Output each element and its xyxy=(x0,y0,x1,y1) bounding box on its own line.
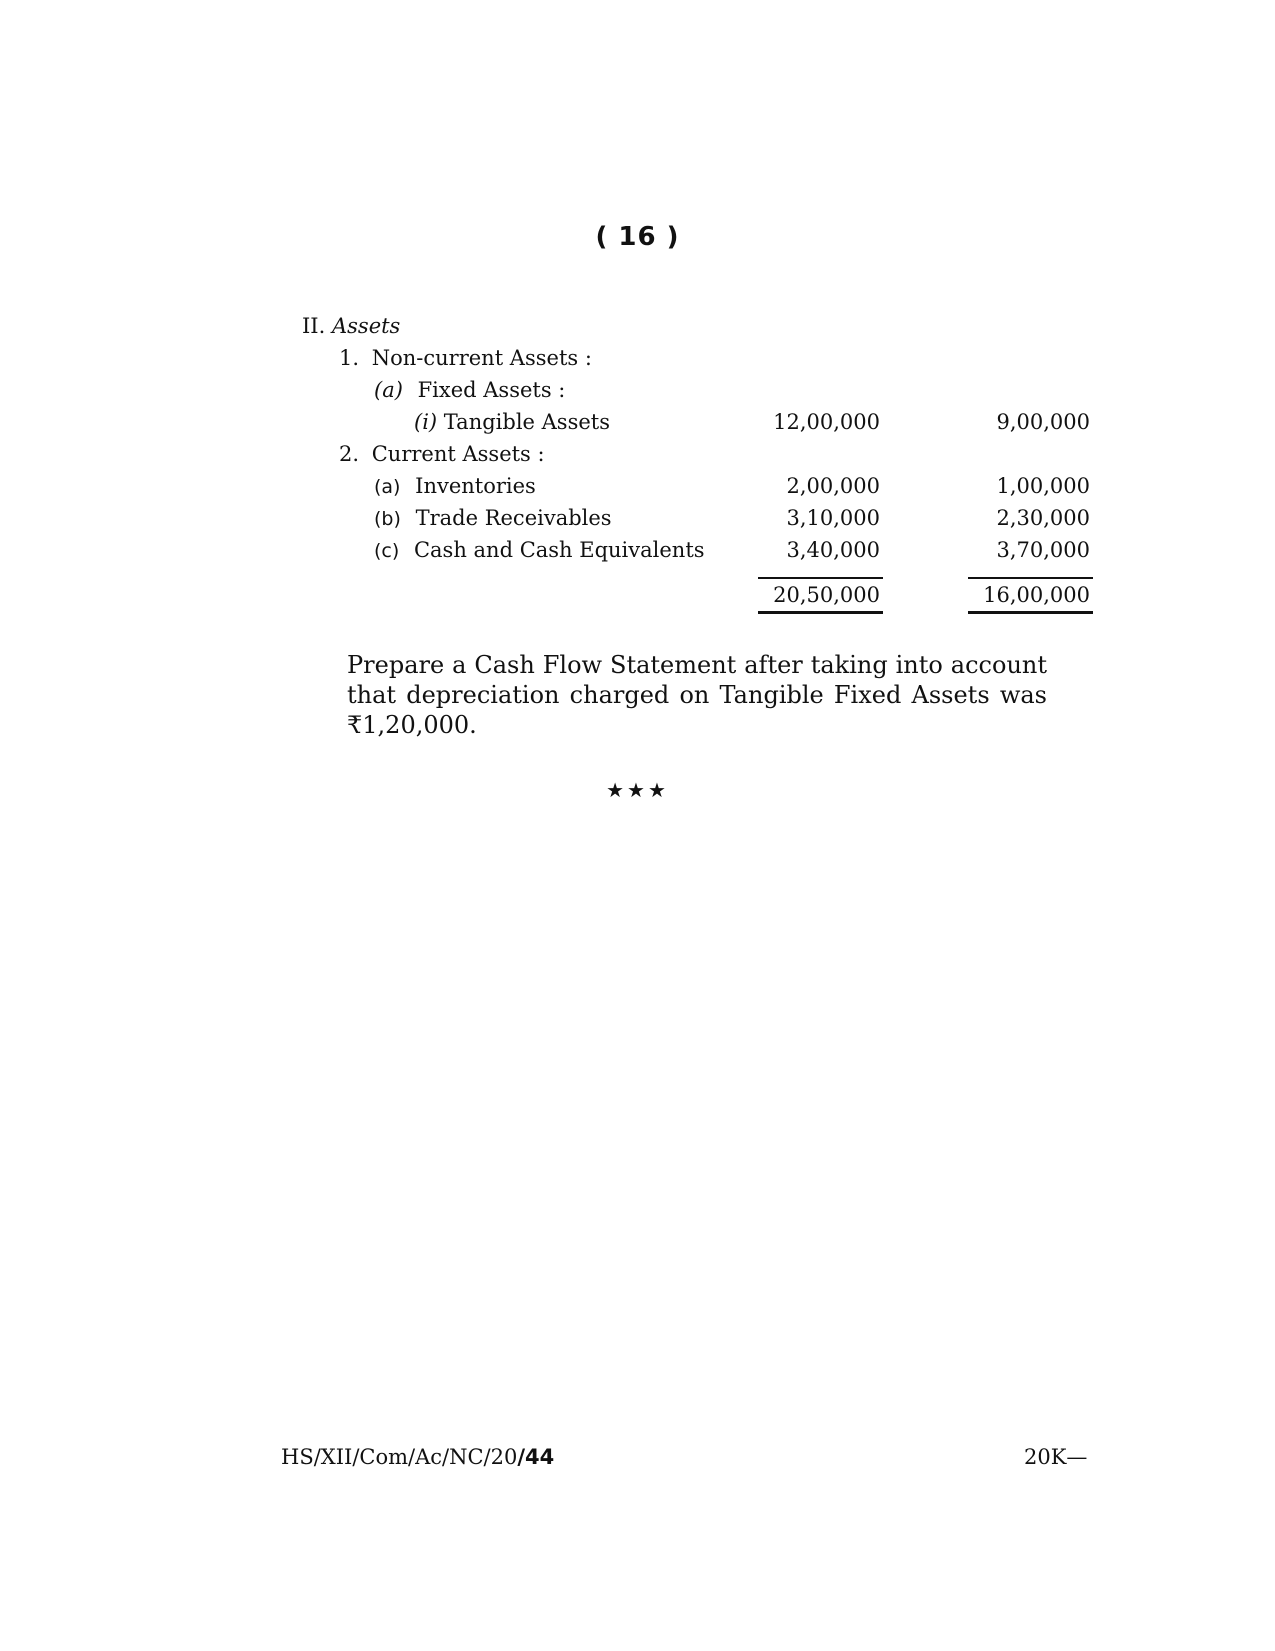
total-rule-bottom-current xyxy=(758,611,883,614)
item-marker: 1. xyxy=(339,346,360,370)
print-run: 20K— xyxy=(1024,1445,1088,1469)
item-marker: (i) xyxy=(414,410,438,434)
total-rule-bottom-previous xyxy=(968,611,1093,614)
item-cash-equivalents xyxy=(374,537,705,564)
total-current: 20,50,000 xyxy=(773,583,880,607)
paper-code-number: /44 xyxy=(517,1445,555,1469)
item-inventories xyxy=(374,473,536,500)
cash-equivalents-previous: 3,70,000 xyxy=(996,538,1090,562)
total-rule-top-previous xyxy=(968,577,1093,579)
item-marker: (a) xyxy=(374,378,403,402)
item-tangible-assets xyxy=(414,409,610,435)
item-non-current-assets xyxy=(339,345,592,371)
item-label: Current Assets : xyxy=(371,442,545,466)
trade-receivables-previous: 2,30,000 xyxy=(996,506,1090,530)
inventories-previous: 1,00,000 xyxy=(996,474,1090,498)
instruction-text: Prepare a Cash Flow Statement after taking into account that depreciation charged on Tangible Fixed Assets was ₹1,20,000. xyxy=(347,651,1047,739)
tangible-assets-current: 12,00,000 xyxy=(773,410,880,434)
item-marker: (b) xyxy=(374,508,401,530)
inventories-current: 2,00,000 xyxy=(786,474,880,498)
item-marker: (a) xyxy=(374,476,401,498)
item-label: Trade Receivables xyxy=(415,506,612,530)
item-trade-receivables xyxy=(374,505,612,532)
section-marker: II. xyxy=(302,314,326,338)
item-label: Fixed Assets : xyxy=(417,378,566,402)
section-heading xyxy=(302,313,400,339)
paper-code-text: HS/XII/Com/Ac/NC/20 xyxy=(281,1445,518,1469)
item-label: Cash and Cash Equivalents xyxy=(413,538,705,562)
tangible-assets-previous: 9,00,000 xyxy=(996,410,1090,434)
trade-receivables-current: 3,10,000 xyxy=(786,506,880,530)
item-label: Non-current Assets : xyxy=(371,346,592,370)
total-rule-top-current xyxy=(758,577,883,579)
item-current-assets xyxy=(339,441,545,467)
end-stars: ★★★ xyxy=(606,778,669,802)
item-fixed-assets xyxy=(374,377,565,403)
paper-code xyxy=(281,1445,554,1469)
cash-equivalents-current: 3,40,000 xyxy=(786,538,880,562)
item-marker: (c) xyxy=(374,540,400,562)
total-previous: 16,00,000 xyxy=(983,583,1090,607)
section-title: Assets xyxy=(331,314,401,338)
item-label: Inventories xyxy=(415,474,536,498)
item-label: Tangible Assets xyxy=(443,410,611,434)
page-number: ( 16 ) xyxy=(595,222,680,252)
item-marker: 2. xyxy=(339,442,360,466)
